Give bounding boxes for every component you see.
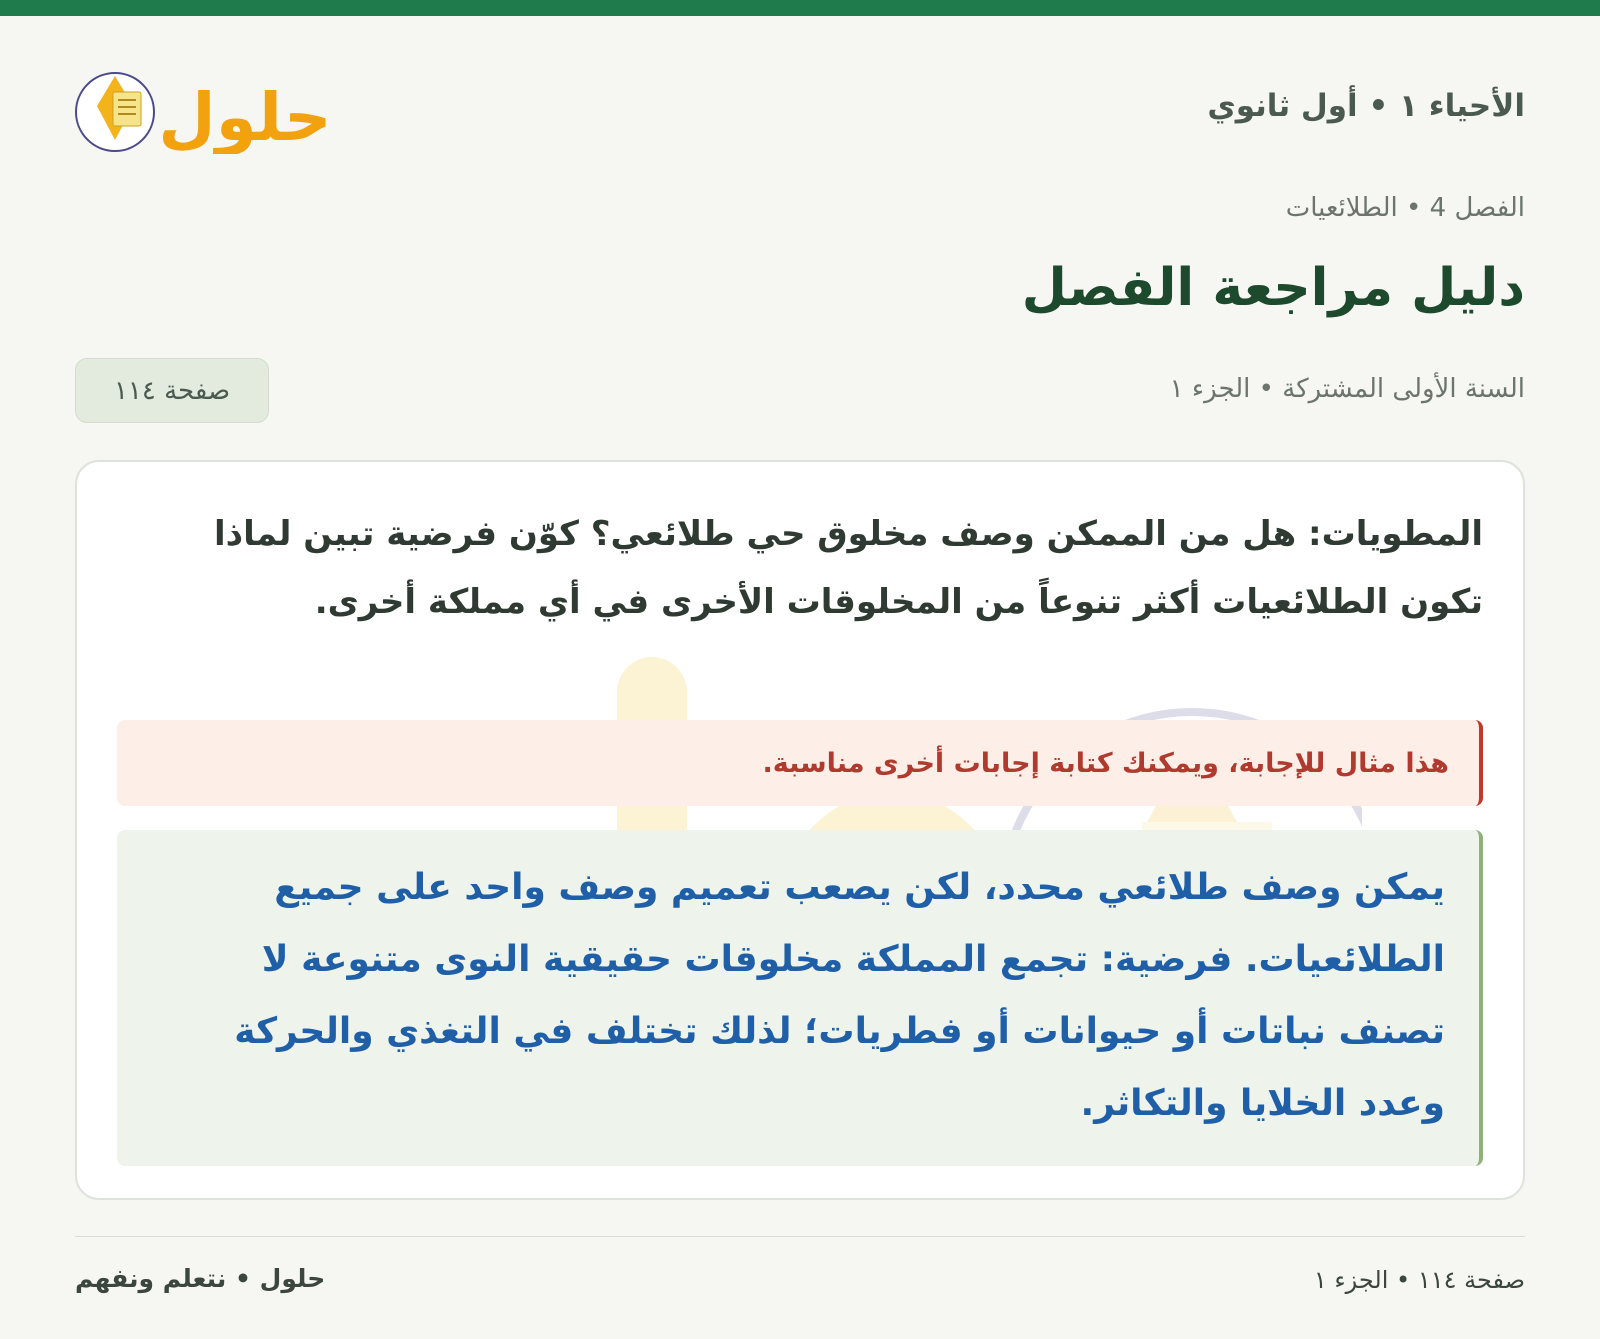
section-title: دليل مراجعة الفصل bbox=[1021, 258, 1525, 318]
hulul-logo[interactable] bbox=[75, 54, 335, 154]
logo-wordmark: حلول bbox=[158, 79, 332, 154]
footer-page-info: صفحة ١١٤ • الجزء ١ bbox=[1313, 1266, 1525, 1294]
question-card bbox=[75, 460, 1525, 1200]
footer-divider bbox=[75, 1236, 1525, 1237]
page-badge: صفحة ١١٤ bbox=[75, 358, 269, 423]
subject-title: الأحياء ١ • أول ثانوي bbox=[1207, 88, 1525, 124]
page-header bbox=[75, 40, 1525, 175]
footer-brand: حلول • نتعلم ونفهم bbox=[75, 1264, 326, 1293]
chapter-label: الفصل 4 • الطلائعيات bbox=[1285, 193, 1525, 223]
logo-icon bbox=[75, 54, 335, 154]
top-accent-bar bbox=[0, 0, 1600, 16]
course-meta: السنة الأولى المشتركة • الجزء ١ bbox=[1169, 374, 1525, 404]
answer-note: هذا مثال للإجابة، ويمكنك كتابة إجابات أخرى مناسبة. bbox=[117, 720, 1483, 806]
question-text: المطويات: هل من الممكن وصف مخلوق حي طلائعي؟ كوّن فرضية تبين لماذا تكون الطلائعيات أكثر تنوعاً من المخلوقات الأخرى في أي مملكة أخرى. bbox=[214, 514, 1483, 622]
answer-text: يمكن وصف طلائعي محدد، لكن يصعب تعميم وصف واحد على جميع الطلائعيات. فرضية: تجمع المملكة مخلوقات حقيقية النوى متنوعة لا تصنف نباتات أو حيوانات أو فطريات؛ لذلك تختلف في التغذي والحركة وعدد الخلايا والتكاثر. bbox=[117, 830, 1483, 1166]
